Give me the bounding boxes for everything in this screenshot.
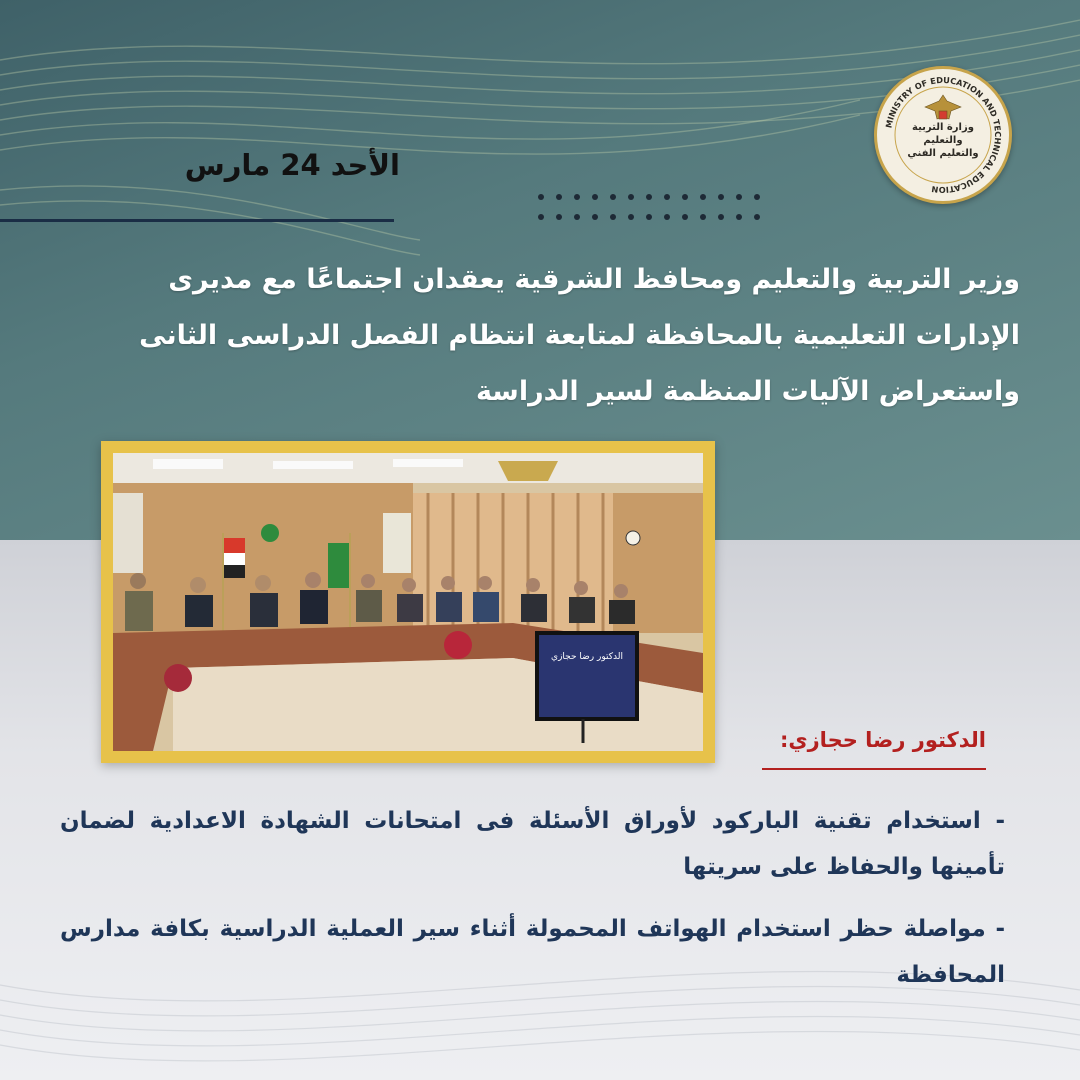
logo-english-text: MINISTRY OF EDUCATION AND TECHNICAL EDUCATION bbox=[883, 74, 1004, 196]
screen-text: الدكتور رضا حجازي bbox=[551, 652, 623, 662]
photo-frame bbox=[101, 441, 715, 763]
dots-decoration bbox=[538, 194, 760, 224]
date-underline bbox=[0, 219, 394, 222]
speaker-name: الدكتور رضا حجازي: bbox=[779, 728, 986, 752]
ministry-logo bbox=[874, 66, 1012, 204]
date-label: الأحد 24 مارس bbox=[184, 148, 400, 182]
bullet-item: - استخدام تقنية الباركود لأوراق الأسئلة فى امتحانات الشهادة الاعدادية لضمان تأمينها والحفاظ على سريتها bbox=[60, 808, 1005, 880]
meeting-photo bbox=[113, 453, 703, 751]
logo-arabic-text: وزارة التربية والتعليم والتعليم الفني bbox=[907, 122, 979, 159]
bullet-item: - مواصلة حظر استخدام الهواتف المحمولة أثناء سير العملية الدراسية بكافة مدارس المحافظة bbox=[60, 916, 1005, 988]
headline: وزير التربية والتعليم ومحافظ الشرقية يعقدان اجتماعًا مع مديرى الإدارات التعليمية بالمحافظة لمتابعة انتظام الفصل الدراسى الثانى واستعراض الآليات المنظمة لسير الدراسة bbox=[139, 264, 1020, 407]
meeting-scene bbox=[113, 453, 703, 751]
speaker-underline bbox=[762, 768, 986, 770]
